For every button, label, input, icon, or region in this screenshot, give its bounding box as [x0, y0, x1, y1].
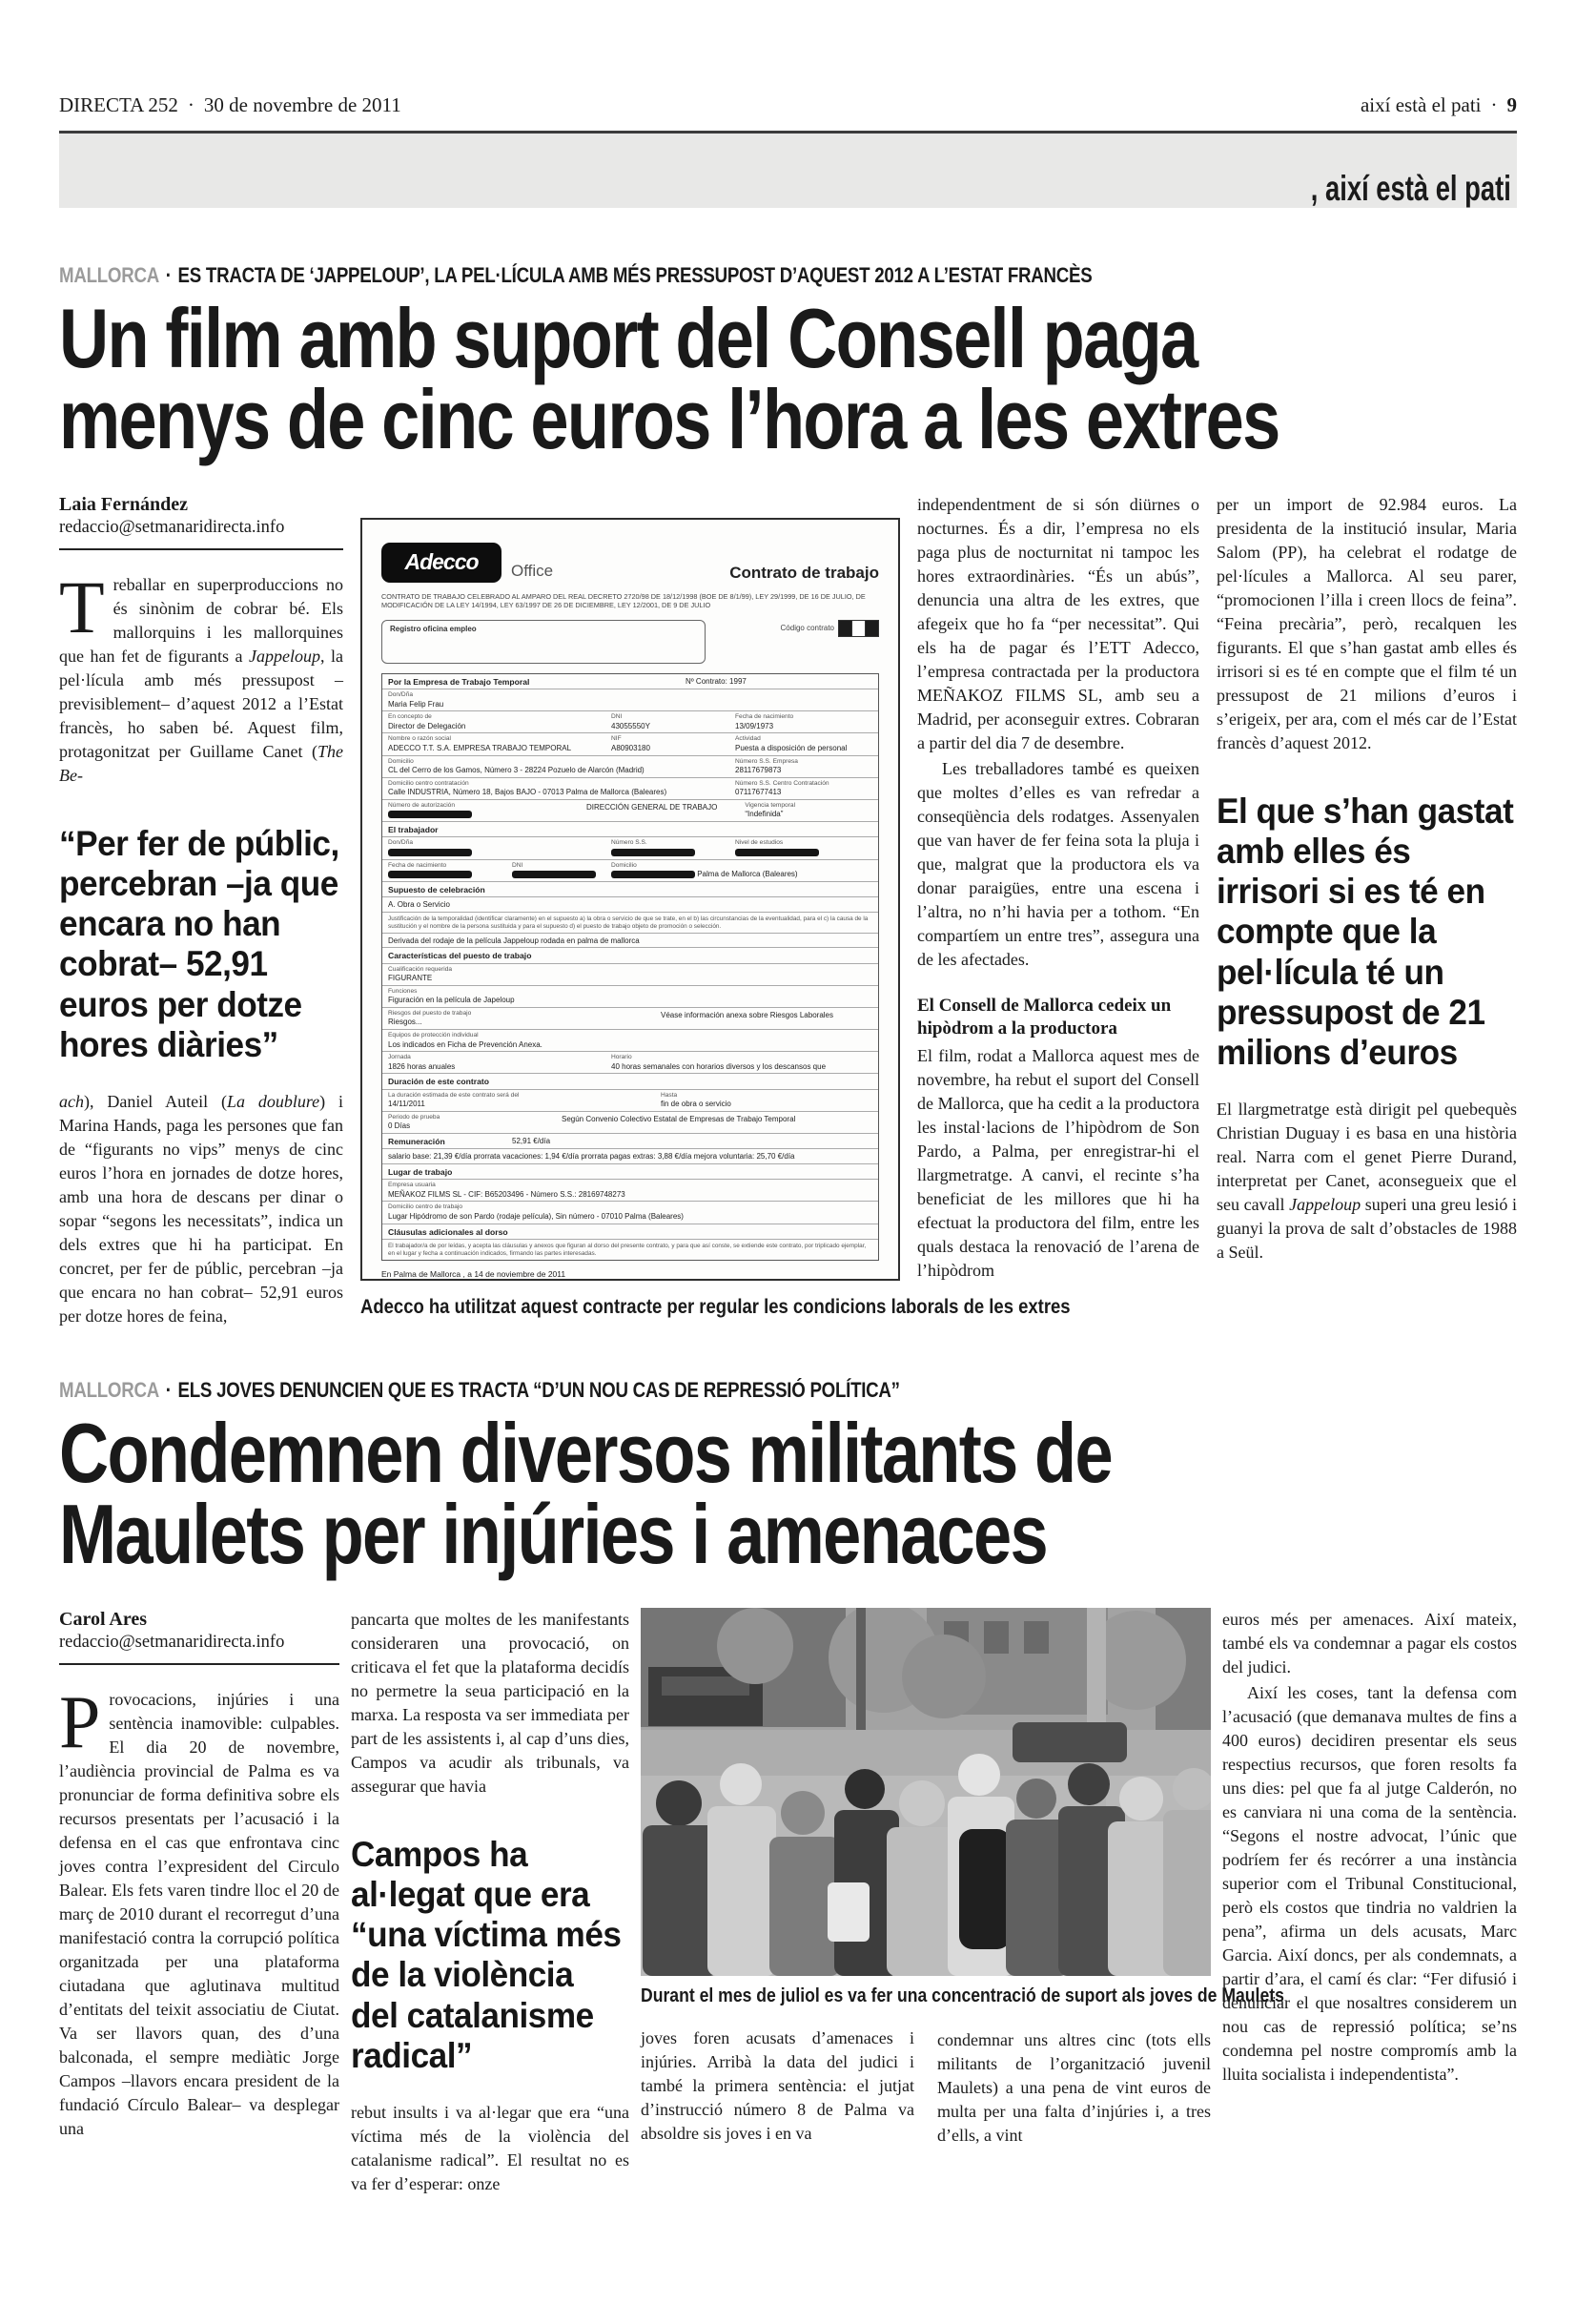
newspaper-page [0, 93, 1576, 2196]
article1-col4 [1217, 493, 1517, 1328]
article2-pullquote: Campos ha al·legat que era “una víctima més de la violència del catalanisme radical” [351, 1834, 622, 2075]
headline-line: Maulets per injúries i amenaces [59, 1487, 1048, 1582]
article2-col2-paragraph-2: rebut insults i va al·legar que era “una víctima més de la violència del catalanisme radical”. El resultat no es va fer d’esperar: onze [351, 2102, 629, 2194]
codigo-contrato [781, 620, 879, 637]
codigo-label: Código contrato [780, 624, 834, 633]
byline-email: redaccio@setmanaridirecta.info [59, 1632, 285, 1652]
byline-author: Laia Fernández [59, 493, 188, 515]
registro-box: Registro oficina empleo [381, 620, 706, 664]
dropcap: T [59, 565, 105, 648]
byline-author: Carol Ares [59, 1608, 148, 1630]
contract-header [381, 543, 879, 583]
article2-col1 [59, 1608, 339, 2196]
dropcap: P [59, 1679, 101, 1763]
article2-headline [59, 1406, 1517, 1582]
article2-photo-column [641, 1608, 1284, 2196]
article2-col2 [351, 1608, 629, 2196]
article1-col1 [59, 493, 343, 1328]
contract-table: Por la Empresa de Trabajo Temporal Nº Contrato: 1997 Don/Dña Maria Felip Frau En concepto de Director de Delegación DNI 43055550Y Fecha de nacimiento 13/09/1973 Nombre o razón social ADECCO T.T. S.A. EMPRESA TRABAJO TEMPORAL NIF A80903180 Actividad Puesta a disposición de personal Domicilio CL del Cerro de los Gamos, Número 3 - 28224 Pozuelo de Alarcón (Madrid) Número S.S. Empresa 28117679873 Domicilio centro contratación Calle INDUSTRIA, Número 18, Bajos BAJO - 07013 Palma de Mallorca (Baleares) Número S.S. Centro Contratación 07117677413 Número de autorización DIRECCIÓN GENERAL DE TRABAJO Vigencia temporal “Indefinida” El trabajador Don/Dña Número S.S. Nivel de estudios Fecha de nacimiento DNI Domicilio Palma de Mallorca (Baleares) Supuesto de celebración A. Obra o Servicio Justificación de la temporalidad (identificar claramente) en el supuesto a) la obra o servicio de que se trate, en el b) las circunstancias de la eventualidad, para el c) la causa de la sustitución y el nombre de la persona sustituida y para el supuesto d) el puesto de trabajo objeto de promoción o selección. Derivada del rodaje de la película Jappeloup rodada en palma de mallorca Características del puesto de trabajo Cualificación requerida FIGURANTE Funciones Figuración en la película de Japeloup Riesgos del puesto de trabajo Riesgos... Véase información anexa sobre Riesgos Laborales Equipos de protección individual Los indicados en Ficha de Prevención Anexa. Jornada 1826 horas anuales Horario 40 horas semanales con horarios diversos y los descansos que Duración de este contrato La duración estimada de este contrato será del 14/11/2011 Hasta fin de obra o servicio Periodo de prueba 0 Días Según Convenio Colectivo Estatal de Empresas de Trabajo Temporal Remuneración 52,91 €/día salario base: 21,39 €/día prorrata vacaciones: 1,94 €/día prorrata pagas extras: 3,88 €/día mejora voluntaria: 25,70 €/día Lugar de trabajo Empresa usuaria MEÑAKOZ FILMS SL - CIF: B65203496 - Número S.S.: 28169748273 Domicilio centro de trabajo Lugar Hipódromo de son Pardo (rodaje película), Sin número - 07010 Palma (Baleares) Cláusulas adicionales al dorso El trabajador/a de por leídas, y acepta las cláusulas y anexos que figuran al dorso del presente contrato, y para que así conste, se extiende este contrato, por triplicado ejemplar, en el lugar y fecha a continuación indicados, firmando las partes interesadas. [381, 673, 879, 1261]
section-band-title: , així està el pati [1310, 169, 1511, 209]
contract-signature-line: En Palma de Mallorca , a 14 de noviembre de 2011 [381, 1268, 566, 1279]
article1-paragraph-1: Treballar en superproduccions no és sinònim de cobrar bé. Els mallorquins i les mallorquines que han fet de figurants a Jappeloup, la pel·lícula amb més pressupost –previsiblement– d’aquest 2012 a l’Estat francès, ho saben bé. Aquest film, protagonitzat per Guillame Canet (The Be- [59, 565, 343, 785]
article1-col3-paragraph-1: independentment de si són diürnes o nocturnes. És a dir, l’empresa no els paga plus de nocturnitat ni tampoc les hores extraordinàries. “És un abús”, denuncia una altra de les extres, que afegeix que ho fa “per necessitat”. Qui els ha de pagar és l’ETT Adecco, l’empresa contractada per la productora MEÑAKOZ FILMS SL, amb seu a Madrid, per aconseguir extres. Cobraran a partir del dia 7 de desembre. [917, 494, 1199, 752]
adecco-office-label: Office [511, 561, 554, 580]
article2-under-photo-columns [641, 2026, 1211, 2148]
article2-col4-paragraph-1: euros més per amenaces. Així mateix, també els va condemnar a pagar els costos del judici. [1222, 1609, 1517, 1676]
separator-dot: · [187, 93, 194, 116]
article1-col3-paragraph-3: El film, rodat a Mallorca aquest mes de novembre, ha rebut el suport del Consell de Mallorca, que ha cedit a la productora les instal·lacions de l’hipòdrom de Son Pardo, a Palma, per enregistrar-hi el llargmetratge. A canvi, el recinte s’ha beneficiat de les millores que hi ha efectuat la productora del film, entre les quals destaca la renovació de l’arena de l’hipòdrom [917, 1045, 1199, 1281]
kicker-location: MALLORCA [59, 263, 159, 287]
section-name: així està el pati [1360, 93, 1482, 116]
contract-registro-row [381, 620, 879, 664]
article1-kicker [59, 263, 1299, 288]
article1-subhead: El Consell de Mallorca cedeix un hipòdrom a la productora [917, 996, 1172, 1039]
masthead-left [59, 93, 401, 117]
byline-rule [59, 1663, 339, 1665]
codigo-boxes-icon [839, 620, 879, 637]
kicker-separator: · [165, 1378, 172, 1403]
article2-col2-paragraph-1: pancarta que moltes de les manifestants consideraren una provocació, on criticava el fet que la plataforma decidís no permetre la seua participació en la marxa. La resposta va ser immediata per part de les assistents i, al cap d’uns dies, Campos va acudir als tribunals, va assegurar que havia [351, 1609, 629, 1796]
section-band [59, 134, 1517, 208]
article2-photo-col-right: condemnar uns altres cinc (tots ells militants de l’organització juvenil Maulets) a una pena de vint euros de multa per una falta d’injúries i, a tres d’ells, a vint [937, 2029, 1211, 2145]
article2-col4 [1222, 1608, 1517, 2196]
article1-col3-paragraph-2: Les treballadores també es queixen que moltes d’elles es van refredar a conseqüència dels rodatges. Assenyalen que van haver de fer feina sota la pluja i que, malgrat que la productora els va donar paraigües, entre una escena i l’altra, no n’hi havia per a tothom. “En compartíem un entre tres”, assegura una de les afectades. [917, 758, 1199, 970]
contract-title: Contrato de trabajo [729, 563, 879, 582]
article1-pullquote-1: “Per fer de públic, percebran –ja que encara no han cobrat– 52,91 euros per dotze hores diàries” [59, 823, 339, 1064]
kicker-text: ES TRACTA DE ‘JAPPELOUP’, LA PEL·LÍCULA AMB MÉS PRESSUPOST D’AQUEST 2012 A L’ESTAT FRANCÈS [177, 263, 1093, 287]
contract-brand [381, 543, 553, 583]
article2-columns [59, 1608, 1517, 2196]
photo-crowd [641, 1608, 1211, 1976]
issue-number: DIRECTA 252 [59, 93, 178, 116]
adecco-logo: Adecco [381, 543, 501, 583]
byline-email: redaccio@setmanaridirecta.info [59, 517, 285, 537]
issue-date: 30 de novembre de 2011 [203, 93, 401, 116]
kicker-separator: · [165, 263, 172, 287]
headline-line: Condemnen diversos militants de [59, 1406, 1112, 1501]
headline-line: menys de cinc euros l’hora a les extres [59, 372, 1279, 467]
article1-columns [59, 493, 1517, 1328]
photo-caption: Durant el mes de juliol es va fer una concentració de suport als joves de Maulets [641, 1985, 1284, 2006]
article2-col4-paragraph-2: Així les coses, tant la defensa com l’acusació (que demanava multes de fins a 400 euros) decidiren presentar els seus respectius recursos, que foren resolts fa uns dies: pel que fa al jutge Calderón, no es canviara ni una coma de la sentència. “Segons el nostre advocat, l’únic que podríem fer és recórrer a una instància superior com el Tribunal Constitucional, però els costos que tindria no valdrien la pena”, afirma un dels acusats, Marc Garcia. Així doncs, per als condemnats, a partir d’ara, el camí és clar: “Fer difusió i denunciar el que nosaltres considerem un nou cas de repressió política; se’ns condemna pel nostre compromís amb la lluita socialista i independentista”. [1222, 1682, 1517, 2085]
article1-col4-paragraph-1: per un import de 92.984 euros. La presidenta de la institució insular, Maria Salom (PP), ha celebrat el rodatge de pel·lícules a Mallorca. Al seu parer, “promocionen l’illa i creen llocs de feina”. “Feina precària”, però, recalquen les figurants. El que s’han gastat amb elles és irrisori si es té en compte que el film té un pressupost de 21 milions d’euros i s’erigeix, per ara, com el més car de l’Estat francès d’aquest 2012. [1217, 494, 1517, 752]
separator-dot: · [1490, 93, 1498, 116]
article2-photo-col-left: joves foren acusats d’amenaces i injúries. Arribà la data del judici i també la primera sentència: el jutjat d’instrucció número 8 de Palma va absoldre sis joves i en va [641, 2027, 914, 2143]
byline-rule [59, 548, 343, 550]
contract-legal-text: CONTRATO DE TRABAJO CELEBRADO AL AMPARO DEL REAL DECRETO 2720/98 DE 18/12/1998 (BOE DE 8/1/99), LEY 29/1999, DE 16 DE JULIO, DE MODIFICACIÓN DE LA LEY 14/1994, LEY 63/1997 DE 26 DE DICIEMBRE, LEY 12/2001, DE 9 DE JULIO [381, 591, 866, 610]
kicker-location: MALLORCA [59, 1378, 159, 1403]
headline-line: Un film amb suport del Consell paga [59, 291, 1197, 385]
article1-headline [59, 291, 1517, 467]
contract-scan [360, 518, 900, 1281]
article2-kicker [59, 1378, 1299, 1403]
article1-pullquote-2: El que s’han gastat amb elles és irrisori si es té en compte que la pel·lícula té un pressupost de 21 milions d’euros [1217, 791, 1514, 1072]
kicker-text: ELS JOVES DENUNCIEN QUE ES TRACTA “D’UN NOU CAS DE REPRESSIÓ POLÍTICA” [177, 1378, 900, 1403]
page-number: 9 [1506, 93, 1517, 116]
contract-caption: Adecco ha utilitzat aquest contracte per regular les condicions laborals de les extres [360, 1295, 1071, 1318]
masthead [59, 93, 1517, 117]
masthead-right [1361, 93, 1517, 117]
article1-col4-paragraph-2: El llargmetratge està dirigit pel quebequès Christian Duguay i es basa en una història real. Narra com el genet Pierre Durand, interpretat per Canet, aconsegueix que el seu cavall Jappeloup superi una greu lesió i guanyi la prova de salt d’obstacles de 1988 a Seül. [1217, 1100, 1517, 1263]
article1-col3 [917, 493, 1199, 1328]
article2-paragraph-1: Provocacions, injúries i una sentència inamovible: culpables. El dia 20 de novembre, l’audiència provincial de Palma es va pronunciar de forma definitiva sobre els recursos presentats per l’acusació i la defensa en el cas que enfrontava cinc joves contra l’expresident del Circulo Balear. Els fets varen tindre lloc el 20 de març de 2010 durant el recorregut d’una manifestació contra la corrupció política organitzada per una plataforma ciutadana que aglutinava multitud d’entitats del teixit associatiu de Ciutat. Va ser llavors quan, des d’una balconada, el sempre mediàtic Jorge Campos –llavors encara president de la fundació Círculo Balear– va desplegar una [59, 1679, 339, 2139]
article1-paragraph-2: ach), Daniel Auteil (La doublure) i Marina Hands, paga les persones que fan de “figurants no vips” menys de cinc euros l’hora en jornades de dotze hores, amb una hora de descans per dinar o sopar “segons les necessitats”, indica un dels extres que hi ha participat. En concret, per fer de públic, percebran –ja que encara no han cobrat– 52,91 euros per dotze hores de feina, [59, 1091, 344, 1327]
